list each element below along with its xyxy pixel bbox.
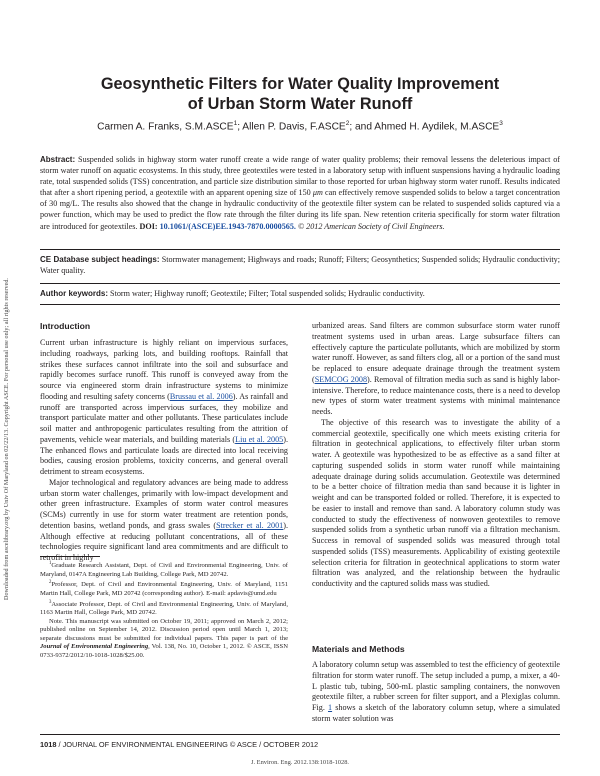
keywords-text: Storm water; Highway runoff; Geotextile; Filter; Total suspended solids; Hydraulic conductivity. xyxy=(108,289,425,298)
author-1-affil: 1 xyxy=(233,120,238,127)
figure-link[interactable]: 1 xyxy=(328,703,333,712)
citation-link[interactable]: Strecker et al. 2001 xyxy=(216,520,284,530)
journal-name: / JOURNAL OF ENVIRONMENTAL ENGINEERING © ASCE / OCTOBER 2012 xyxy=(56,740,319,749)
abstract-mu: μm xyxy=(312,188,323,198)
author-2-affil: 2 xyxy=(345,120,350,127)
citation-link[interactable]: SEMCOG 2008 xyxy=(314,374,368,384)
doi-label: DOI: xyxy=(139,221,158,231)
footnote-rule xyxy=(40,556,100,557)
footnote: $^1$Graduate Research Assistant, Dept. of Civil and Environmental Engineering, Univ. of Maryland, 0147A Engineering Lab Building, College Park, MD 20742. xyxy=(40,561,288,578)
footnote: $^2$Professor, Dept. of Civil and Environmental Engineering, Univ. of Maryland, 1151 Martin Hall, College Park, MD 20742 (corresponding author). E-mail: apdavis@umd.edu xyxy=(40,580,288,598)
abstract-text-a: Suspended solids in highway storm water runoff create a wide range of water quality problems; their removal lessens the deleterious impact of storm water runoff on aquatic ecosystems. In this study, three geotextiles were tested in a laboratory setup with influent suspensions having a hydraulic loading rate, total suspended solids (TSS) concentration, and particle size distribution similar to those reported for urban highway storm water runoff. Results indicated that after a short ripening period, a geotextile with an apparent opening size of 150 xyxy=(40,155,560,198)
author-keywords xyxy=(40,288,560,299)
author-1: Carmen A. Franks, S.M.ASCE xyxy=(97,121,234,133)
running-footer xyxy=(40,740,560,749)
page-number: 1018 xyxy=(40,740,57,749)
section-heading-materials-methods: Materials and Methods xyxy=(312,644,405,654)
citation-line: J. Environ. Eng. 2012.138:1018-1028. xyxy=(251,759,349,766)
title-line-1: Geosynthetic Filters for Water Quality Improvement xyxy=(100,75,500,93)
right-column-continued xyxy=(312,660,560,725)
paragraph: urbanized areas. Sand filters are common subsurface storm water runoff treatment systems used in urban areas. Large subsurface filters can effectively capture the particulate pollutants, which are mobilized by storm water runoff. However, as sand filters clog, all or a portion of the sand must be replaced to ensure adequate drainage through the treatment system (SEMCOG 2008). Removal of filtration media such as sand is highly labor-intensive. Therefore, to reduce maintenance costs, there is a need to develop new types of storm water treatment systems with minimal maintenance needs. xyxy=(312,321,560,416)
divider xyxy=(40,283,560,284)
author-list xyxy=(40,120,560,132)
title-line-2: of Urban Storm Water Runoff xyxy=(187,95,413,113)
download-watermark xyxy=(4,180,12,600)
footnote-note: Note. This manuscript was submitted on October 19, 2011; approved on March 2, 2012; published online on September 14, 2012. Discussion period open until March 1, 2013; separate discussions must be submitted for individual papers. This paper is part of the Journal of Environmental Engineering, Vol. 138, No. 10, October 1, 2012. © ASCE, ISSN 0733-9372/2012/10-1018-1028/$25.00. xyxy=(40,617,288,660)
keywords-label: Author keywords: xyxy=(40,289,109,298)
abstract-text-b: can effectively remove suspended solids to below a target concentration of 30 mg/L. The results also showed that the change in hydraulic conductivity of the geotextile filter system can be related to suspended solids captured via a power function, which may be used to predict the flow rate through the filter during its life span. New retention criteria specifically for storm water filtration are introduced for geotextiles. xyxy=(40,188,560,231)
abstract-label: Abstract: xyxy=(40,155,76,164)
abstract xyxy=(40,154,560,232)
footer-rule xyxy=(40,734,560,735)
paragraph: A laboratory column setup was assembled to test the efficiency of geotextile filtration for storm water runoff. The setup included a pump, a mixer, a 40-L plastic tub, tubing, 500-mL plastic sampling containers, the nonwoven geotextile filter, a rubber screen for filter support, and a Plexiglas column. Fig. 1 shows a sketch of the laboratory column setup, where a simulated storm water solution was xyxy=(312,660,560,723)
footnote: $^3$Associate Professor, Dept. of Civil and Environmental Engineering, Univ. of Maryland, 1163 Martin Hall, College Park, MD 20742. xyxy=(40,599,288,617)
citation-link[interactable]: Brussau et al. 2006 xyxy=(169,391,233,401)
copyright: © 2012 American Society of Civil Engineers. xyxy=(295,221,445,231)
paragraph: Current urban infrastructure is highly reliant on impervious surfaces, including roadways, parking lots, and building rooftops. Rainfall that strikes these surfaces cannot infiltrate into the soil and subsurface and rapidly becomes surface runoff. This runoff is conveyed away from the source via engineered storm drain infrastructure systems to minimize flooding and resulting safety concerns (Brussau et al. 2006). As rainfall and runoff are transported across impervious surfaces, they mobilize and transport particulate matter and other pollutants. These particulates include soil matter and anthropogenic particulates resulting from the attrition of pavements, vehicle wear materials, and building materials (Liu et al. 2005). The enhanced flows and particulate loads are directed into local receiving bodies, causing erosion problems, toxicity concerns, and general overall detriment to stream ecosystems. xyxy=(40,338,288,476)
subject-text: Stormwater management; Highways and roads; Runoff; Filters; Geosynthetics; Suspended solids; Hydraulic conductivity; Water quality. xyxy=(40,255,560,276)
author-2: ; Allen P. Davis, F.ASCE xyxy=(237,121,346,133)
left-column xyxy=(40,338,288,564)
citation-link[interactable]: Liu et al. 2005 xyxy=(235,434,284,444)
footnotes xyxy=(40,560,288,661)
divider xyxy=(40,249,560,250)
paragraph: The objective of this research was to investigate the ability of a commercial geotextile, specifically one which meets existing criteria for filtration in geotechnical applications, to effectively filter urban storm water. A geotextile was hypothesized to be as effective as a sand filter at capturing suspended solids in storm water runoff while maintaining adequate drainage during solids accumulation. Geotextile was determined to be a better choice of filtration media than sand because it is lighter in weight and can be transported folded or rolled. Therefore, it is expected to be easier to install and remove than sand. A laboratory column study was conducted to study the effectiveness of nonwoven geotextiles to remove suspended solids from a synthetic urban runoff via a filtration mechanism. Success in removal of suspended solids was measured through total suspended solids (TSS) measurements. Applicability of existing geotextile selection criteria for filtration in geotechnical applications to storm water filtration was analyzed, and the relationship between the hydraulic conductivity and the captured solids mass was studied. xyxy=(312,417,560,588)
right-column xyxy=(312,321,560,590)
section-rule xyxy=(40,304,560,305)
subject-headings xyxy=(40,254,560,276)
paragraph: Major technological and regulatory advances are being made to address urban storm water challenges, primarily with low-impact development and other green infrastructure. Examples of storm water control measures (SCMs) currently in use for storm water treatment are retention ponds, detention basins, wetland ponds, and grass swales (Strecker et al. 2001). Although effective at reducing pollutant concentrations, all of these technologies require significant land area commitments and are difficult to retrofit in highly xyxy=(40,477,288,562)
subject-label: CE Database subject headings: xyxy=(40,255,160,264)
doi-link[interactable]: 10.1061/(ASCE)EE.1943-7870.0000565. xyxy=(159,221,296,231)
download-notice: Downloaded from ascelibrary.org by Univ Of Maryland on 02/22/13. Copyright ASCE. For personal use only; all rights reserved. xyxy=(4,277,10,600)
author-3: ; and Ahmed H. Aydilek, M.ASCE xyxy=(349,121,500,133)
section-heading-introduction: Introduction xyxy=(40,321,91,331)
paper-title xyxy=(60,74,540,114)
author-3-affil: 3 xyxy=(499,120,503,127)
